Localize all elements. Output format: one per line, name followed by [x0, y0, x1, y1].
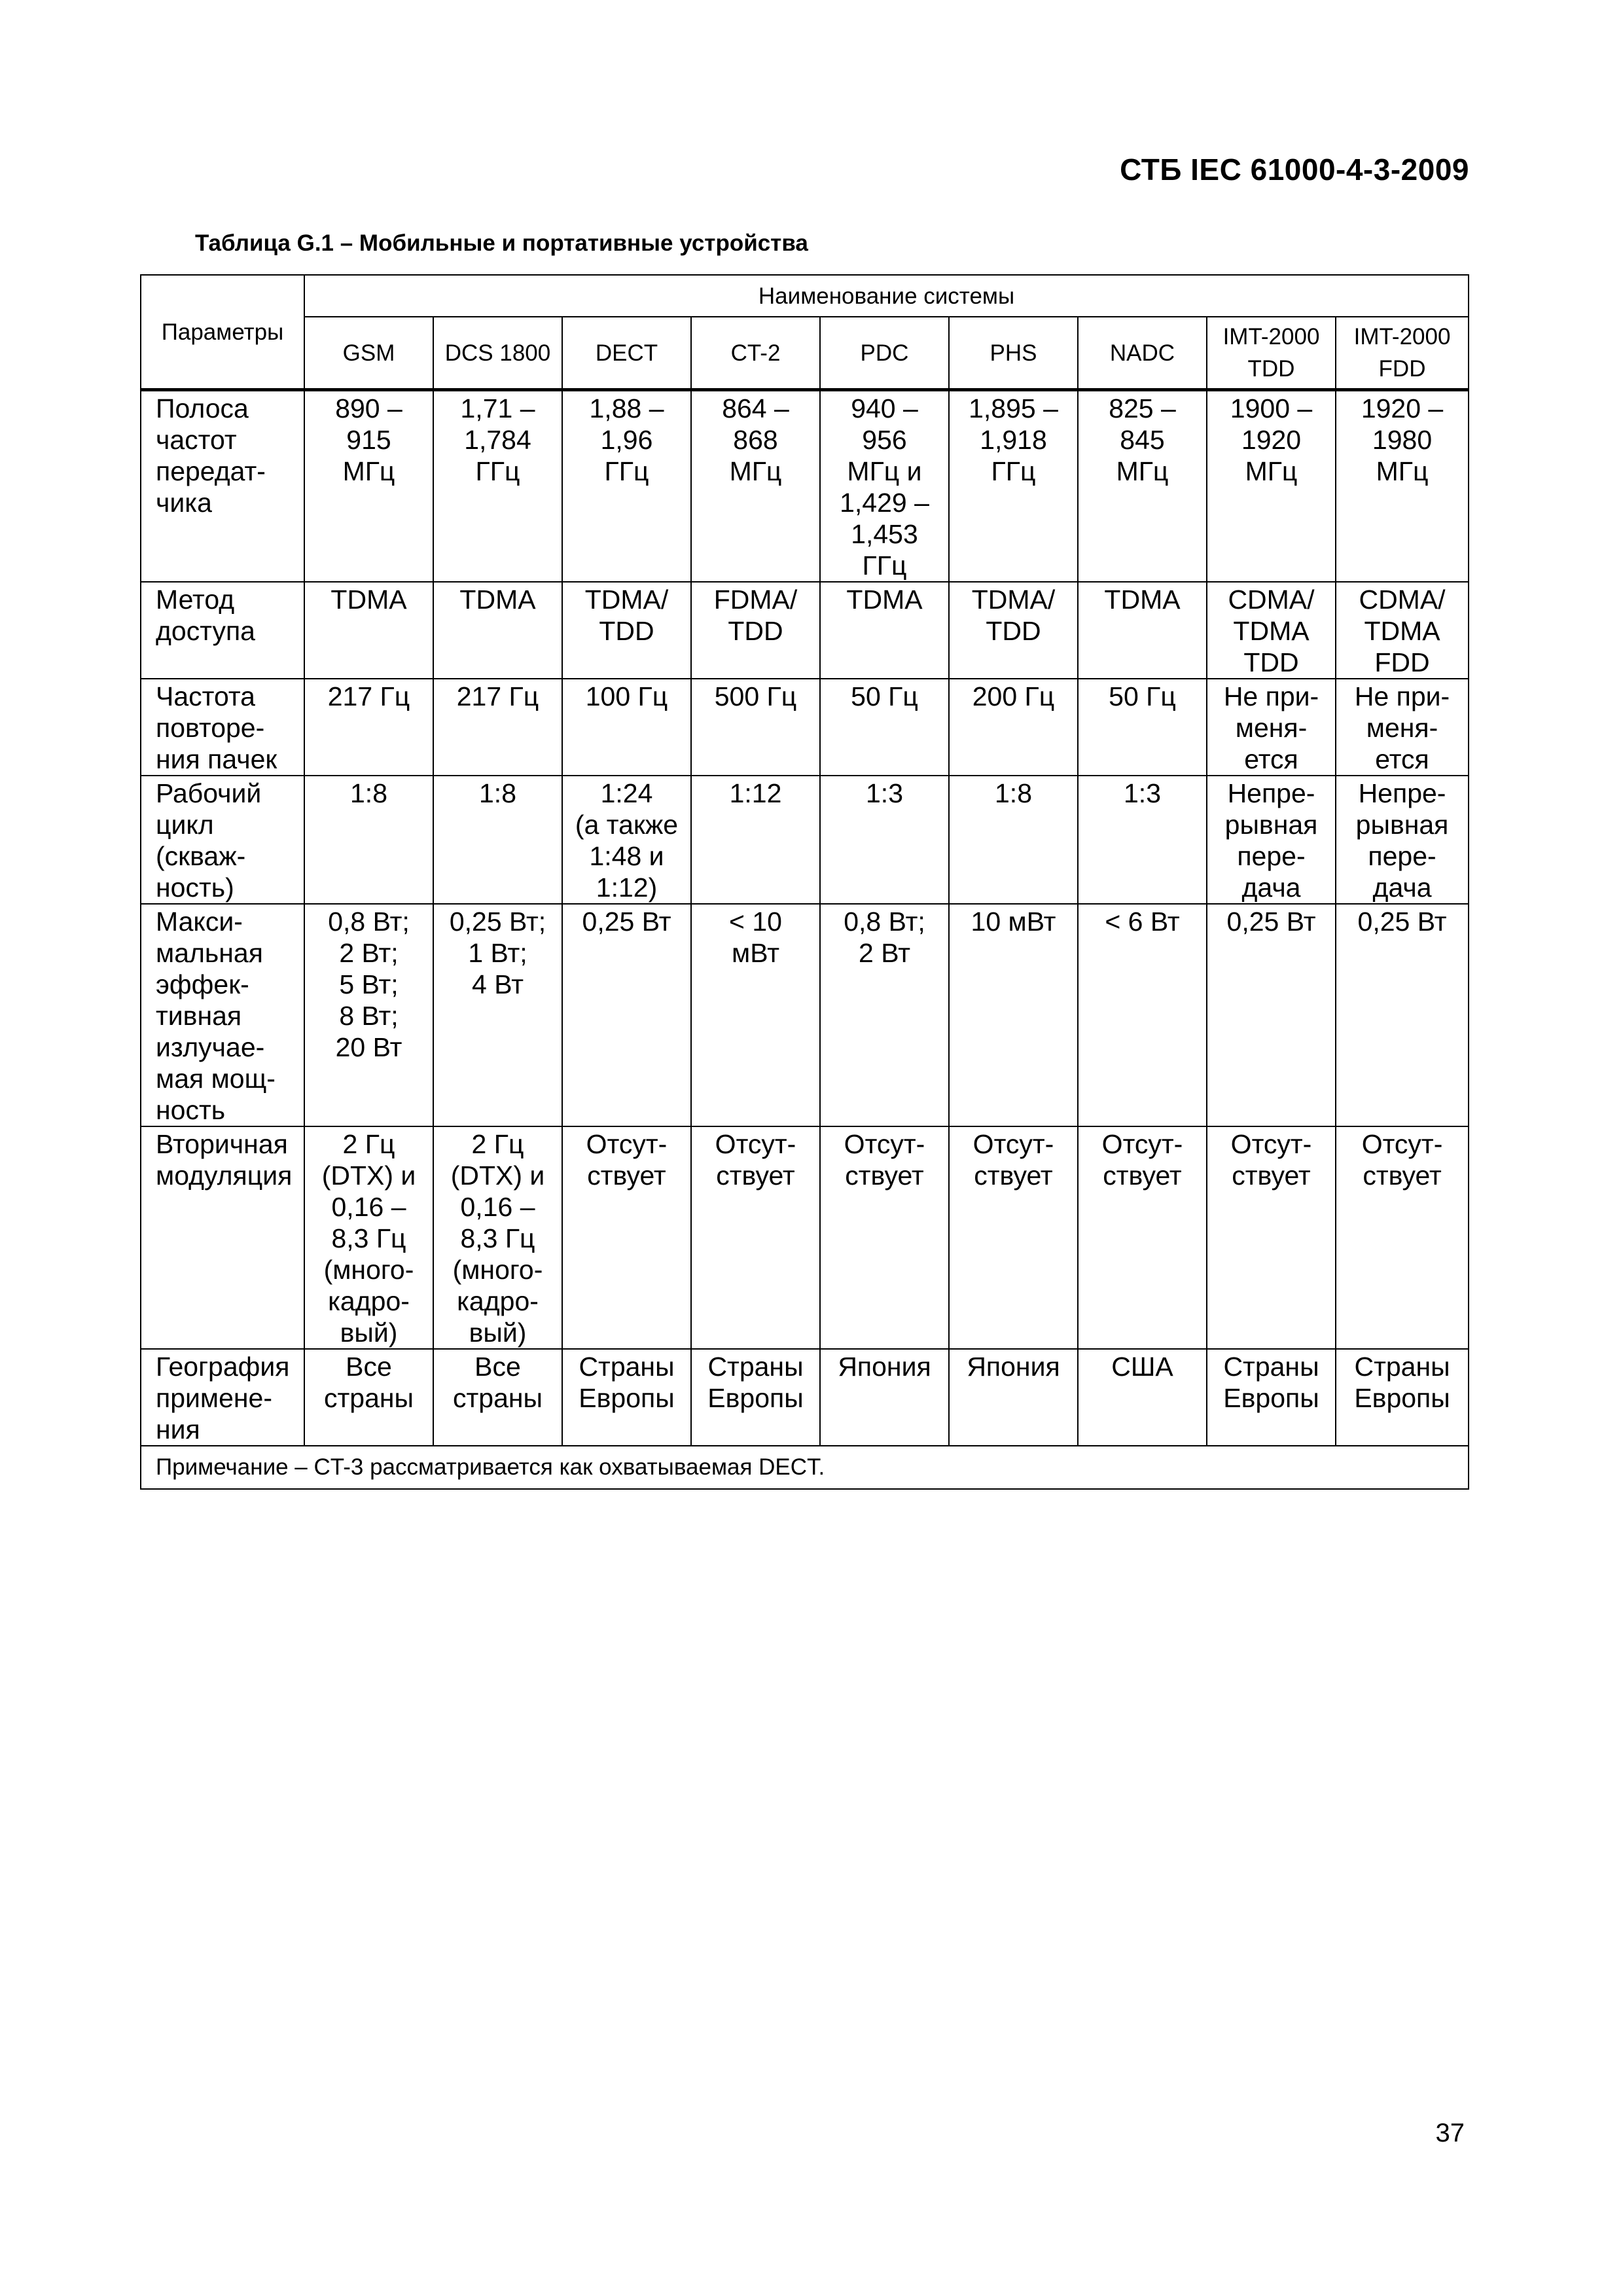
value-cell: Страны Европы	[1207, 1349, 1336, 1446]
value-cell: TDMA/ TDD	[949, 582, 1078, 679]
value-cell: < 6 Вт	[1078, 904, 1207, 1126]
table-row	[141, 679, 1469, 776]
page-number: 37	[1435, 2119, 1465, 2147]
value-cell: Страны Европы	[1336, 1349, 1469, 1446]
value-cell: 1:8	[304, 776, 433, 904]
table-header	[141, 275, 1469, 390]
value-cell: Все страны	[304, 1349, 433, 1446]
value-cell: 1920 – 1980 МГц	[1336, 390, 1469, 583]
value-cell: 1:8	[433, 776, 562, 904]
system-header: DCS 1800	[433, 317, 562, 390]
parameter-cell: Полоса частот передат- чика	[141, 390, 304, 583]
value-cell: 50 Гц	[820, 679, 949, 776]
table-row	[141, 904, 1469, 1126]
value-cell: Япония	[949, 1349, 1078, 1446]
system-header: NADC	[1078, 317, 1207, 390]
parameter-cell: Вторичная модуляция	[141, 1126, 304, 1349]
value-cell: TDMA	[1078, 582, 1207, 679]
value-cell: 864 – 868 МГц	[691, 390, 820, 583]
value-cell: 0,25 Вт; 1 Вт; 4 Вт	[433, 904, 562, 1126]
parameter-cell: Метод доступа	[141, 582, 304, 679]
value-cell: 1:3	[1078, 776, 1207, 904]
value-cell: 0,25 Вт	[1207, 904, 1336, 1126]
system-header: GSM	[304, 317, 433, 390]
value-cell: 0,8 Вт; 2 Вт	[820, 904, 949, 1126]
value-cell: Отсут- ствует	[949, 1126, 1078, 1349]
value-cell: Отсут- ствует	[1336, 1126, 1469, 1349]
value-cell: Все страны	[433, 1349, 562, 1446]
parameter-cell: География примене- ния	[141, 1349, 304, 1446]
table-row	[141, 1126, 1469, 1349]
table-row	[141, 776, 1469, 904]
system-group-header: Наименование системы	[304, 275, 1469, 317]
value-cell: 1,895 – 1,918 ГГц	[949, 390, 1078, 583]
document-code: СТБ IEC 61000-4-3-2009	[1120, 152, 1469, 187]
value-cell: 217 Гц	[304, 679, 433, 776]
value-cell: < 10 мВт	[691, 904, 820, 1126]
value-cell: 1:8	[949, 776, 1078, 904]
system-header: CT-2	[691, 317, 820, 390]
value-cell: TDMA	[304, 582, 433, 679]
value-cell: FDMA/ TDD	[691, 582, 820, 679]
system-header: IMT-2000 FDD	[1336, 317, 1469, 390]
systems-table	[140, 274, 1469, 1490]
value-cell: 100 Гц	[562, 679, 691, 776]
value-cell: Отсут- ствует	[1207, 1126, 1336, 1349]
value-cell: Не при- меня- ется	[1207, 679, 1336, 776]
value-cell: Страны Европы	[691, 1349, 820, 1446]
value-cell: 0,25 Вт	[1336, 904, 1469, 1126]
parameters-header: Параметры	[141, 275, 304, 390]
table-note: Примечание – CT-3 рассматривается как охватываемая DECT.	[141, 1446, 1469, 1489]
value-cell: 500 Гц	[691, 679, 820, 776]
value-cell: Япония	[820, 1349, 949, 1446]
value-cell: 50 Гц	[1078, 679, 1207, 776]
value-cell: CDMA/ TDMA TDD	[1207, 582, 1336, 679]
value-cell: Не при- меня- ется	[1336, 679, 1469, 776]
value-cell: 0,25 Вт	[562, 904, 691, 1126]
system-header: PDC	[820, 317, 949, 390]
value-cell: TDMA	[433, 582, 562, 679]
table-row	[141, 582, 1469, 679]
value-cell: 217 Гц	[433, 679, 562, 776]
value-cell: 940 – 956 МГц и 1,429 – 1,453 ГГц	[820, 390, 949, 583]
value-cell: 825 – 845 МГц	[1078, 390, 1207, 583]
value-cell: 1,88 – 1,96 ГГц	[562, 390, 691, 583]
value-cell: Страны Европы	[562, 1349, 691, 1446]
value-cell: Непре- рывная пере- дача	[1336, 776, 1469, 904]
value-cell: TDMA	[820, 582, 949, 679]
table-row	[141, 1349, 1469, 1446]
table-title: Таблица G.1 – Мобильные и портативные устройства	[195, 230, 808, 256]
system-header: DECT	[562, 317, 691, 390]
parameter-cell: Макси- мальная эффек- тивная излучае- мая мощ- ность	[141, 904, 304, 1126]
value-cell: 10 мВт	[949, 904, 1078, 1126]
value-cell: 890 – 915 МГц	[304, 390, 433, 583]
value-cell: CDMA/ TDMA FDD	[1336, 582, 1469, 679]
value-cell: 1900 – 1920 МГц	[1207, 390, 1336, 583]
table-row	[141, 390, 1469, 583]
parameter-cell: Рабочий цикл (скваж- ность)	[141, 776, 304, 904]
value-cell: 200 Гц	[949, 679, 1078, 776]
value-cell: 0,8 Вт; 2 Вт; 5 Вт; 8 Вт; 20 Вт	[304, 904, 433, 1126]
value-cell: 1:3	[820, 776, 949, 904]
system-header: IMT-2000 TDD	[1207, 317, 1336, 390]
system-header: PHS	[949, 317, 1078, 390]
value-cell: TDMA/ TDD	[562, 582, 691, 679]
value-cell: Отсут- ствует	[820, 1126, 949, 1349]
value-cell: 1:12	[691, 776, 820, 904]
value-cell: Непре- рывная пере- дача	[1207, 776, 1336, 904]
value-cell: 2 Гц (DTX) и 0,16 – 8,3 Гц (много- кадро- вый)	[433, 1126, 562, 1349]
parameter-cell: Частота повторе- ния пачек	[141, 679, 304, 776]
table-body	[141, 390, 1469, 1446]
value-cell: США	[1078, 1349, 1207, 1446]
value-cell: Отсут- ствует	[1078, 1126, 1207, 1349]
value-cell: 2 Гц (DTX) и 0,16 – 8,3 Гц (много- кадро- вый)	[304, 1126, 433, 1349]
value-cell: 1:24 (а также 1:48 и 1:12)	[562, 776, 691, 904]
value-cell: Отсут- ствует	[562, 1126, 691, 1349]
value-cell: Отсут- ствует	[691, 1126, 820, 1349]
value-cell: 1,71 – 1,784 ГГц	[433, 390, 562, 583]
